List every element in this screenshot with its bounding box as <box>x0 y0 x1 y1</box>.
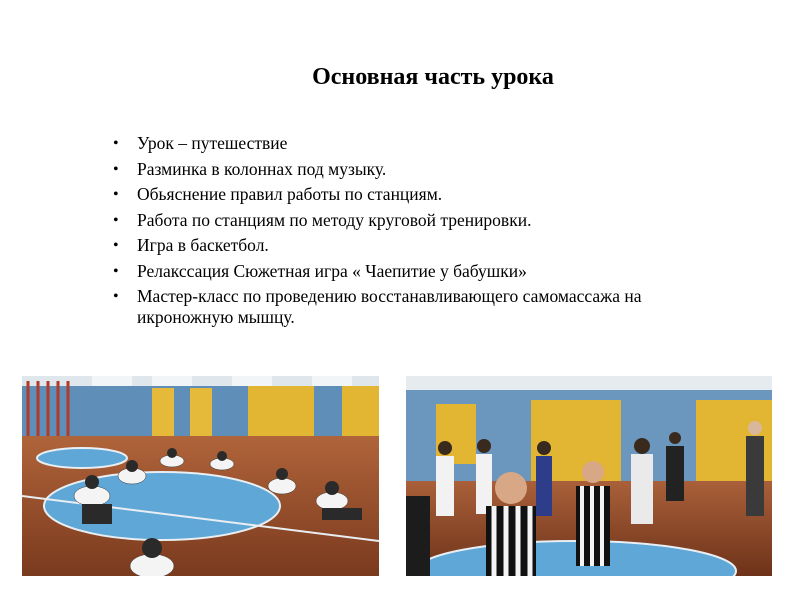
list-item: • Мастер-класс по проведению восстанавливающего самомассажа на икроножную мышцу. <box>113 286 642 327</box>
bullet-icon: • <box>113 237 119 254</box>
list-item: • Урок – путешествие <box>113 133 288 153</box>
list-item: • Обьяснение правил работы по станциям. <box>113 184 443 204</box>
gym-photo-right <box>406 376 772 576</box>
bullet-icon: • <box>113 135 119 152</box>
list-item: • Работа по станциям по методу круговой тренировки. <box>113 209 532 230</box>
bullet-icon: • <box>113 160 119 178</box>
gym-photo-left <box>22 376 379 576</box>
bullet-list <box>113 133 673 333</box>
list-item: • Релакссация Сюжетная игра « Чаепитие у бабушки» <box>113 260 527 281</box>
list-item: • Разминка в колоннах под музыку. <box>113 158 387 179</box>
bullet-icon: • <box>113 288 119 305</box>
bullet-icon: • <box>113 211 119 229</box>
list-item: • Игра в баскетбол. <box>113 235 269 255</box>
bullet-icon: • <box>113 262 119 280</box>
bullet-icon: • <box>113 186 119 203</box>
slide-title: Основная часть урока <box>312 64 554 90</box>
